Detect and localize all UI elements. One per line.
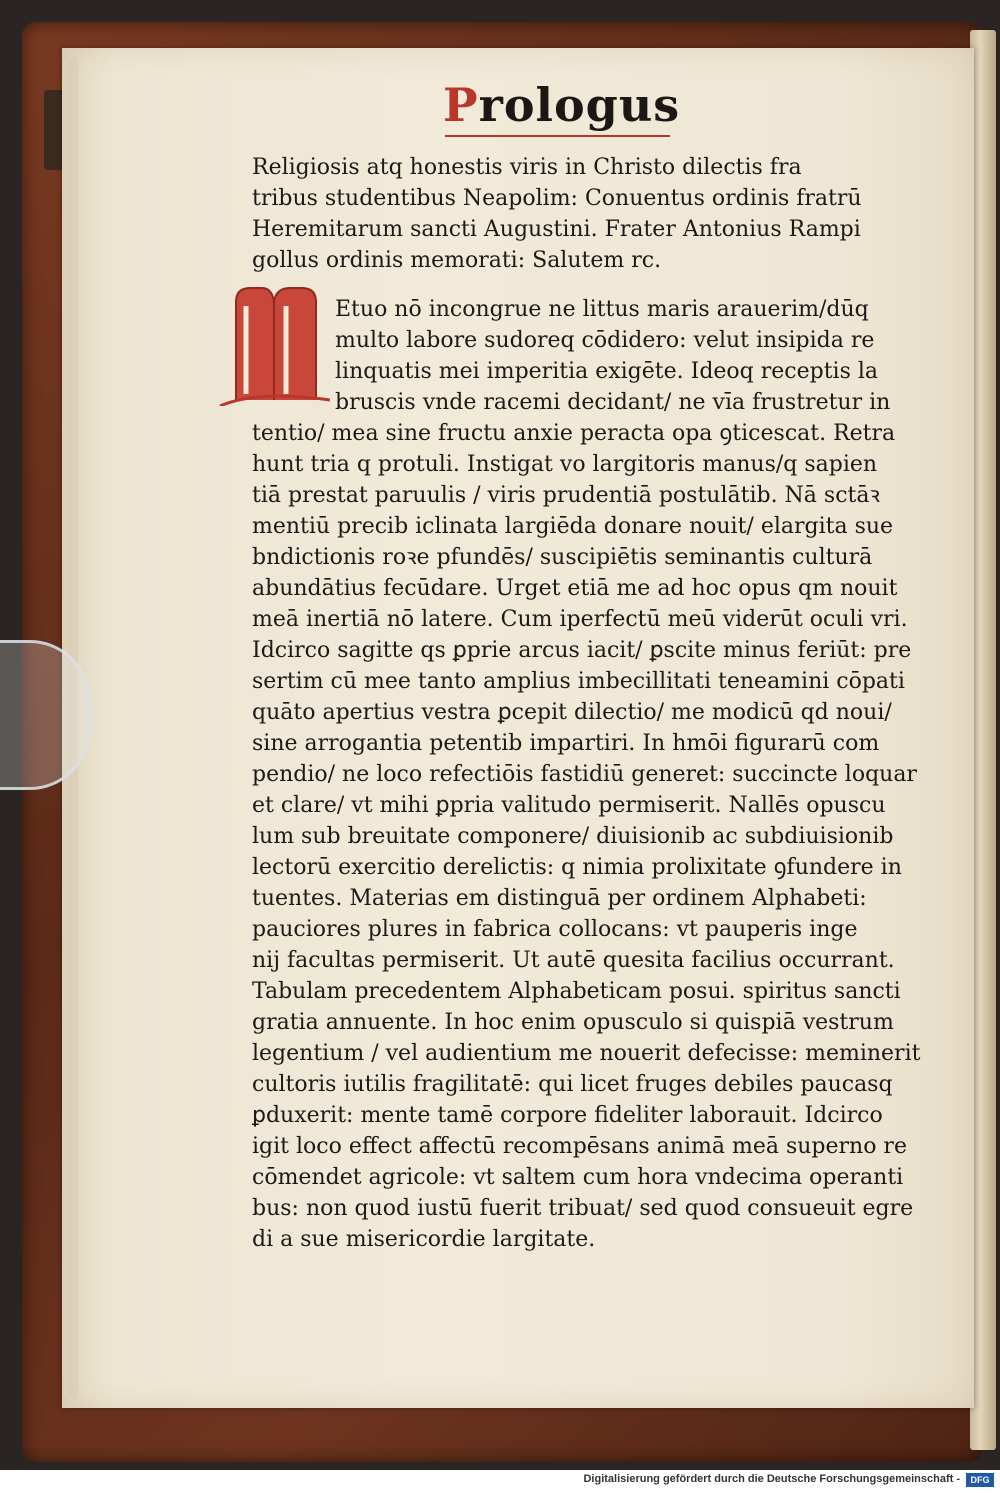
title-underline: [445, 135, 670, 137]
initial-m-glyph: [220, 288, 330, 406]
text-line: Idcirco sagitte qs ꝑprie arcus iacit/ ꝑscite minus feriūt: pre: [252, 638, 912, 663]
title-rest: rologus: [478, 78, 681, 132]
intro-paragraph: [252, 152, 862, 276]
text-line: sertim cū mee tanto amplius imbecillitati teneamini cōpati: [252, 669, 905, 694]
text-line: cultoris iutilis fragilitatē: qui licet fruges debiles paucasq: [252, 1072, 893, 1097]
text-line: ꝑduxerit: mente tamē corpore fideliter laborauit. Idcirco: [252, 1103, 883, 1128]
text-line: et clare/ vt mihi ꝑpria valitudo permiserit. Nallēs opuscu: [252, 793, 886, 818]
digitization-footer: [0, 1470, 1000, 1493]
text-line: multo labore sudoreq cōdidero: velut insipida re: [335, 328, 875, 353]
text-line: hunt tria q protuli. Instigat vo largitoris manus/q sapien: [252, 452, 878, 477]
text-line: sine arrogantia petentib impartiri. In hmōi figurarū com: [252, 731, 880, 756]
page-title: [443, 78, 680, 132]
text-line: abundātius fecūdare. Urget etiā me ad hoc opus qm nouit: [252, 576, 898, 601]
text-line: gratia annuente. In hoc enim opusculo si quispiā vestrum: [252, 1010, 894, 1035]
initial-m-illumination: [216, 282, 330, 406]
text-line: Etuo nō incongrue ne littus maris arauerim/dūq: [335, 297, 869, 322]
text-line: lectorū exercitio derelictis: q nimia prolixitate ꝯfundere in: [252, 855, 902, 880]
intro-line: Heremitarum sancti Augustini. Frater Antonius Rampi: [252, 217, 861, 242]
text-line: nij facultas permiserit. Ut autē quesita facilius occurrant.: [252, 948, 895, 973]
text-line: tuentes. Materias em distinguā per ordinem Alphabeti:: [252, 886, 867, 911]
intro-line: gollus ordinis memorati: Salutem rc.: [252, 248, 662, 273]
title-initial: P: [443, 78, 479, 132]
body-indented-block: [335, 294, 890, 418]
dfg-logo: DFG: [966, 1473, 994, 1487]
text-line: bus: non quod iustū fuerit tribuat/ sed quod consueuit egre: [252, 1196, 914, 1221]
intro-line: Religiosis atq honestis viris in Christo dilectis fra: [252, 155, 802, 180]
text-line: quāto apertius vestra ꝑcepit dilectio/ me modicū qd noui/: [252, 700, 892, 725]
text-line: di a sue misericordie largitate.: [252, 1227, 596, 1252]
text-line: pendio/ ne loco refectiōis fastidiū generet: succincte loquar: [252, 762, 917, 787]
text-line: tiā prestat paruulis / viris prudentiā postulātib. Nā sctāꝛ: [252, 483, 880, 508]
footer-credit: Digitalisierung gefördert durch die Deutsche Forschungsgemeinschaft -: [583, 1473, 960, 1485]
body-block: [252, 418, 920, 1255]
text-line: igit loco effect affectū recompēsans animā meā superno re: [252, 1134, 907, 1159]
text-line: tentio/ mea sine fructu anxie peracta opa ꝯticescat. Retra: [252, 421, 896, 446]
text-line: linquatis mei imperitia exigēte. Ideoq receptis la: [335, 359, 879, 384]
text-line: mentiū precib iclinata largiēda donare nouit/ elargita sue: [252, 514, 894, 539]
text-line: meā inertiā nō latere. Cum iperfectū meū viderūt oculi vri.: [252, 607, 908, 632]
text-line: cōmendet agricole: vt saltem cum hora vndecima operanti: [252, 1165, 904, 1190]
text-line: lum sub breuitate componere/ diuisionib ac subdiuisionib: [252, 824, 894, 849]
text-line: bruscis vnde racemi decidant/ ne vīa frustretur in: [335, 390, 891, 415]
text-line: legentium / vel audientium me nouerit defecisse: meminerit: [252, 1041, 921, 1066]
text-line: pauciores plures in fabrica collocans: vt pauperis inge: [252, 917, 858, 942]
text-line: Tabulam precedentem Alphabeticam posui. spiritus sancti: [252, 979, 901, 1004]
text-line: bndictionis roꝛe pfundēs/ suscipiētis seminantis culturā: [252, 545, 873, 570]
intro-line: tribus studentibus Neapolim: Conuentus ordinis fratrū: [252, 186, 862, 211]
page-clip: [0, 640, 90, 790]
